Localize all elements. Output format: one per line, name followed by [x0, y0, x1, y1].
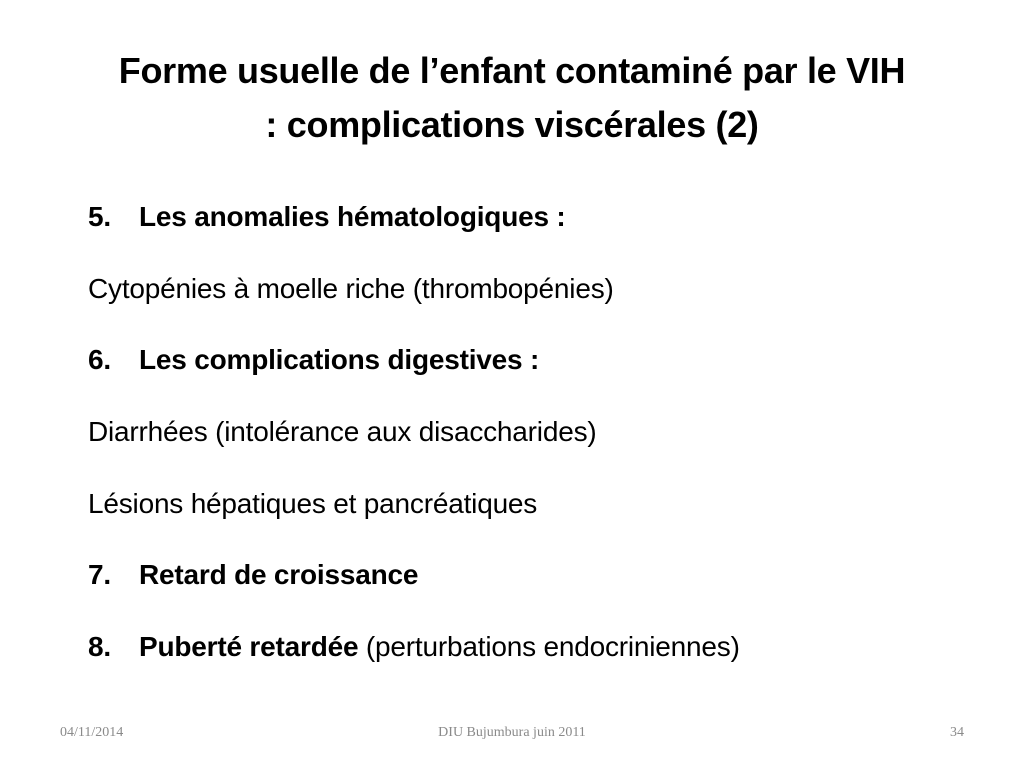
list-item-label: Les complications digestives :: [139, 344, 540, 375]
list-item-puberty: [88, 629, 740, 665]
list-item-hematologic: [88, 199, 566, 235]
list-item-number: 7.: [88, 559, 111, 590]
list-item-growth: [88, 557, 418, 593]
list-item-label: Retard de croissance: [139, 559, 419, 590]
body-text-cytopenies: Cytopénies à moelle riche (thrombopénies): [88, 273, 614, 304]
list-item-digestive: [88, 342, 539, 378]
slide-title-line-1: Forme usuelle de l’enfant contaminé par le VIH: [118, 50, 906, 91]
footer-page-number: 34: [950, 725, 964, 740]
list-item-number: 5.: [88, 201, 111, 232]
list-item-number: 8.: [88, 631, 111, 662]
list-item-number: 6.: [88, 344, 111, 375]
list-item-label: Les anomalies hématologiques :: [139, 201, 566, 232]
body-text-lesions: Lésions hépatiques et pancréatiques: [88, 488, 538, 519]
list-item-suffix: (perturbations endocriniennes): [358, 631, 740, 662]
body-text-diarrhees: Diarrhées (intolérance aux disaccharides): [88, 416, 597, 447]
list-item-label: Puberté retardée: [139, 631, 359, 662]
footer-center-text: DIU Bujumbura juin 2011: [438, 725, 586, 740]
footer-date: 04/11/2014: [60, 725, 124, 740]
slide-title: [40, 44, 984, 152]
slide-title-line-2: : complications viscérales (2): [265, 104, 759, 145]
